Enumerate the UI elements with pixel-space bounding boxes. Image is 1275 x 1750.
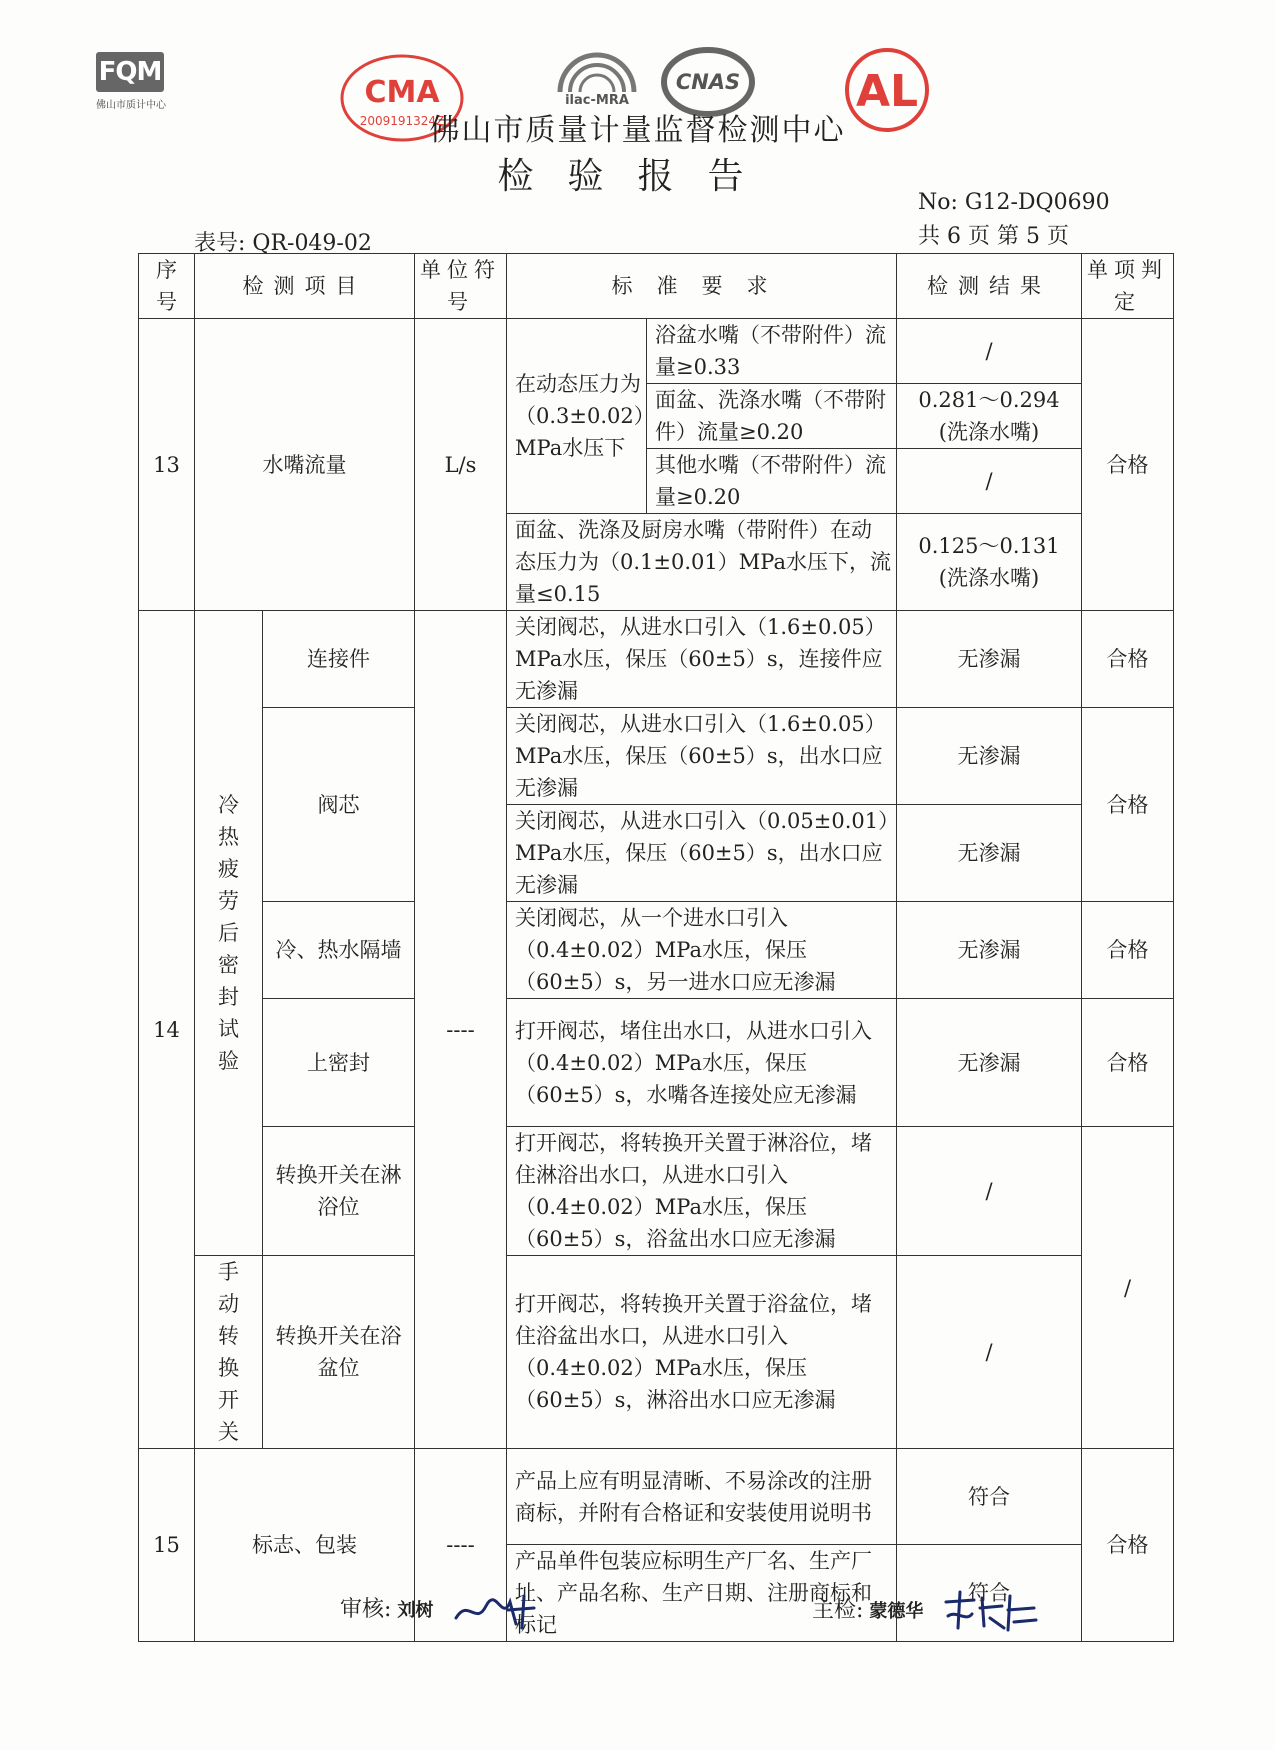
- r15-judgment: 合格: [1082, 1449, 1174, 1642]
- r14-valve-std1: 关闭阀芯，从进水口引入（1.6±0.05）MPa水压，保压（60±5）s，出水口应无渗漏: [507, 708, 897, 805]
- r14-group1: 冷热疲劳后密封试验: [218, 793, 239, 1073]
- test-results-table: [138, 253, 1174, 1642]
- table-row: [139, 902, 1174, 999]
- review-label: 审核:: [340, 1597, 392, 1622]
- r13-sub1-result: /: [897, 319, 1082, 384]
- chief-handwritten-signature: [940, 1588, 1040, 1634]
- chief-label: 主检:: [812, 1598, 864, 1623]
- r15-result2: 符合: [897, 1545, 1082, 1642]
- r14-connector: 连接件: [263, 611, 415, 708]
- r15-std2: 产品单件包装应标明生产厂名、生产厂址、产品名称、生产日期、注册商标和标记: [507, 1545, 897, 1642]
- r14-upper-seal-judgment: 合格: [1082, 999, 1174, 1127]
- r13-sub3-result: /: [897, 449, 1082, 514]
- header-standard: 标准要求: [507, 254, 897, 319]
- r14-upper-seal-std: 打开阀芯，堵住出水口，从进水口引入（0.4±0.02）MPa水压，保压（60±5）s，水嘴各连接处应无渗漏: [507, 999, 897, 1127]
- r14-valve: 阀芯: [263, 708, 415, 902]
- table-header-row: [139, 254, 1174, 319]
- r14-shower: 转换开关在淋浴位: [263, 1127, 415, 1256]
- r13-sub3-std: 其他水嘴（不带附件）流量≥0.20: [647, 449, 897, 514]
- r14-bath: 转换开关在浴盆位: [263, 1256, 415, 1449]
- chief-name: 蒙德华: [869, 1601, 924, 1622]
- review-handwritten-signature: [450, 1588, 540, 1632]
- page-info: 共 6 页 第 5 页: [918, 224, 1069, 249]
- r14-partition-judgment: 合格: [1082, 902, 1174, 999]
- r14-bath-result: /: [897, 1256, 1082, 1449]
- r13-seq: 13: [139, 319, 195, 611]
- r15-seq: 15: [139, 1449, 195, 1642]
- r14-shower-result: /: [897, 1127, 1082, 1256]
- r14-bath-std: 打开阀芯，将转换开关置于浴盆位，堵住浴盆出水口，从进水口引入（0.4±0.02）MPa水压，保压（60±5）s，淋浴出水口应无渗漏: [507, 1256, 897, 1449]
- header-judgment: 单项判定: [1082, 254, 1174, 319]
- cma-number: 2009191324Z: [359, 114, 445, 128]
- r14-unit: ----: [415, 611, 507, 1449]
- report-title: 检验报告: [497, 156, 778, 197]
- table-row: [139, 999, 1174, 1127]
- r14-group2-cell: [195, 1256, 263, 1449]
- r13-unit: L/s: [415, 319, 507, 611]
- ilac-mra-logo: [548, 44, 646, 108]
- fqm-logo-mark: FQM: [96, 52, 164, 92]
- table-row: [139, 319, 1174, 384]
- ilac-text: ilac-MRA: [565, 93, 629, 108]
- r14-shower-std: 打开阀芯，将转换开关置于淋浴位，堵住淋浴出水口，从进水口引入（0.4±0.02）MPa水压，保压（60±5）s，浴盆出水口应无渗漏: [507, 1127, 897, 1256]
- fqm-caption: 佛山市质计中心: [96, 100, 166, 111]
- r15-result1: 符合: [897, 1449, 1082, 1545]
- table-row: [139, 1127, 1174, 1256]
- review-signature-block: [340, 1588, 540, 1632]
- r14-connector-std: 关闭阀芯，从进水口引入（1.6±0.05）MPa水压，保压（60±5）s，连接件应无渗漏: [507, 611, 897, 708]
- r15-unit: ----: [415, 1449, 507, 1642]
- r14-connector-result: 无渗漏: [897, 611, 1082, 708]
- r14-upper-seal-result: 无渗漏: [897, 999, 1082, 1127]
- r13-sub1-std: 浴盆水嘴（不带附件）流量≥0.33: [647, 319, 897, 384]
- header-result: 检测结果: [897, 254, 1082, 319]
- r13-sub4-note: (洗涤水嘴): [938, 566, 1040, 590]
- r14-group2: 手动转换开关: [218, 1260, 239, 1444]
- r13-sub2-note: (洗涤水嘴): [938, 420, 1040, 444]
- r13-sub2-std: 面盆、洗涤水嘴（不带附件）流量≥0.20: [647, 384, 897, 449]
- table-row: [139, 708, 1174, 805]
- r13-sub2-result-cell: [897, 384, 1082, 449]
- review-name: 刘树: [397, 1600, 434, 1621]
- header-seq: 序号: [139, 254, 195, 319]
- fqm-logo: [96, 52, 166, 111]
- r13-judgment: 合格: [1082, 319, 1174, 611]
- cma-text: CMA: [364, 75, 440, 110]
- r14-valve-judgment: 合格: [1082, 708, 1174, 902]
- r15-item: 标志、包装: [195, 1449, 415, 1642]
- r13-condition: 在动态压力为（0.3±0.02）MPa水压下: [507, 319, 647, 514]
- header-item: 检测项目: [195, 254, 415, 319]
- header-unit: 单位符号: [415, 254, 507, 319]
- r14-connector-judgment: 合格: [1082, 611, 1174, 708]
- form-number: 表号: QR-049-02: [194, 231, 372, 256]
- r15-std1: 产品上应有明显清晰、不易涂改的注册商标，并附有合格证和安装使用说明书: [507, 1449, 897, 1545]
- report-number: No: G12-DQ0690: [918, 190, 1110, 215]
- r14-group1-cell: [195, 611, 263, 1256]
- r14-valve-std2: 关闭阀芯，从进水口引入（0.05±0.01）MPa水压，保压（60±5）s，出水口应无渗漏: [507, 805, 897, 902]
- r13-item: 水嘴流量: [195, 319, 415, 611]
- r13-sub4-result: 0.125～0.131: [918, 534, 1060, 558]
- r14-valve-result2: 无渗漏: [897, 805, 1082, 902]
- al-text: AL: [855, 66, 919, 117]
- r13-sub2-result: 0.281～0.294: [918, 388, 1060, 412]
- r14-upper-seal: 上密封: [263, 999, 415, 1127]
- r13-sub4-result-cell: [897, 514, 1082, 611]
- table-row: [139, 611, 1174, 708]
- r14-partition-result: 无渗漏: [897, 902, 1082, 999]
- cnas-text: CNAS: [675, 70, 741, 94]
- table-row: [139, 1449, 1174, 1545]
- org-name: 佛山市质量计量监督检测中心: [429, 113, 846, 148]
- r14-partition: 冷、热水隔墙: [263, 902, 415, 999]
- r13-sub4-std: 面盆、洗涤及厨房水嘴（带附件）在动态压力为（0.1±0.01）MPa水压下，流量≤0.15: [507, 514, 897, 611]
- r14-seq: 14: [139, 611, 195, 1449]
- r14-switch-judgment: /: [1082, 1127, 1174, 1449]
- chief-signature-block: [812, 1588, 1040, 1634]
- r14-partition-std: 关闭阀芯，从一个进水口引入（0.4±0.02）MPa水压，保压（60±5）s，另一进水口应无渗漏: [507, 902, 897, 999]
- r14-valve-result1: 无渗漏: [897, 708, 1082, 805]
